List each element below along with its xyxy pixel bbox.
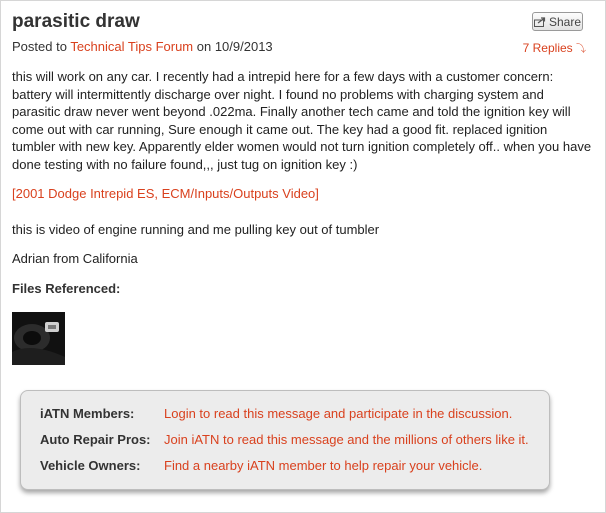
- files-referenced-label: Files Referenced:: [12, 281, 121, 296]
- share-icon: [534, 17, 546, 27]
- cta-row-members: [40, 406, 512, 421]
- post-title: parasitic draw: [12, 11, 140, 32]
- cta-row-pros: [40, 432, 529, 447]
- cta-row-owners: [40, 458, 482, 473]
- posted-date: on 10/9/2013: [193, 39, 273, 54]
- share-label: Share: [548, 14, 582, 29]
- replies-label: 7 Replies: [522, 41, 573, 55]
- cta-label: Vehicle Owners:: [40, 458, 141, 473]
- cta-label: iATN Members:: [40, 406, 135, 421]
- join-link[interactable]: Join iATN to read this message and the millions of others like it.: [164, 432, 529, 447]
- login-link[interactable]: Login to read this message and participate in the discussion.: [164, 406, 513, 421]
- forum-link[interactable]: Technical Tips Forum: [70, 39, 194, 54]
- reply-arrow-icon: ⤵: [576, 44, 586, 55]
- video-note: this is video of engine running and me pulling key out of tumbler: [12, 222, 380, 237]
- cta-label: Auto Repair Pros:: [40, 432, 151, 447]
- find-member-link[interactable]: Find a nearby iATN member to help repair your vehicle.: [164, 458, 483, 473]
- post-body: this will work on any car. I recently had a intrepid here for a few days with a customer concern: battery will intermittently discharge over night. I found no problems with charging system and parasitic draw never went beyond .022ma. Finally another tech came and told the ignition key will come out with car running, Sure enough it came out. The key had a good fit. replaced ignition tumbler with new key. Apparently elder women would not turn ignition completely off.. when you have done testing with no failure found,,, just tug on ignition key :): [12, 69, 592, 172]
- membership-callout: [20, 390, 550, 490]
- video-thumbnail[interactable]: [12, 312, 65, 365]
- replies-link[interactable]: [523, 40, 586, 55]
- posted-prefix: Posted to: [12, 39, 71, 54]
- video-link[interactable]: [2001 Dodge Intrepid ES, ECM/Inputs/Outputs Video]: [12, 186, 319, 201]
- share-button[interactable]: [532, 12, 583, 31]
- post-meta: [12, 39, 273, 54]
- signature: Adrian from California: [12, 251, 138, 266]
- steering-wheel-image: [12, 312, 65, 365]
